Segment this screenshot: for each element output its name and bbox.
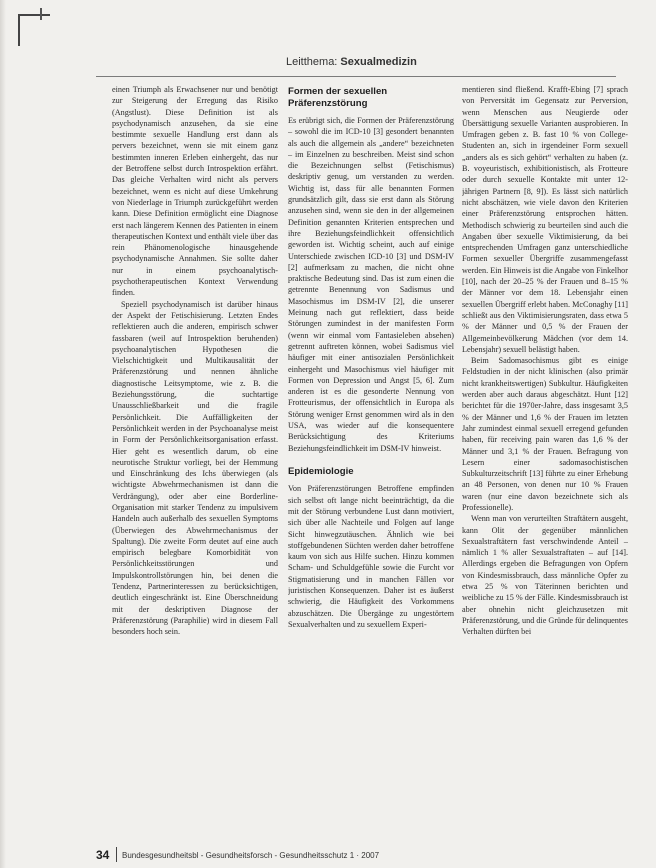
text-column-3 (462, 84, 628, 839)
paragraph: Wenn man von verurteilten Straftätern ausgeht, kann Olit der gegenüber männlichen Sexualstraftätern fast verschwindende Anteil – nämlich 1 % aller Sexualstraftaten – auf [14]. Allerdings ergeben die Befragungen von Opfern von Kindesmissbrauch, dass männliche Opfer zu etwa 25 % von Täterinnen berichten und weibliche zu 15 % der Fälle. Kindesmissbrauch ist aber ohnehin nicht gleichzusetzen mit Präferenzstörung, und die Gründe für delinquentes Verhalten dürften bei (462, 514, 628, 637)
section-heading-epidemiology: Epidemiologie (288, 465, 354, 477)
crop-mark (18, 14, 50, 46)
paragraph: mentieren sind fließend. Krafft-Ebing [7] sprach von Perversität im Gegensatz zur Perversion, wenn Menschen aus Neugierde oder Übersättigung sexuelle Varianten ausprobieren. In Umfragen geben z. B. fast 10 % von College-Studenten an, sich in irgendeiner Form sexuell „anders als es sich gehört“ verhalten zu haben (z. B. voyeuristisch, exhibitionistisch, als Frotteure oder durch sexuelle Kontakte mit unter 12-jährigen Partnern [8, 9]). Es lässt sich natürlich nicht abschätzen, wie viele davon den Kriterien einer Präferenzstörung entsprochen hätten. Methodisch schwierig zu beurteilen sind auch die Angaben über sexuelle Viktimisierung, da bei entsprechenden Umfragen ganz unterschiedliche Formen sexueller Übergriffe zusammengefasst werden. Ein Hinweis ist die Angabe von Finkelhor [10], nach der 20–25 % der Frauen und 8–15 % der Männer vor dem 18. Lebensjahr einen sexuellen Übergriff erlebt haben. McConaghy [11] schließt aus den Viktimisierungsraten, dass etwa 5 % der Männer und 0,5 % der Frauen der Allgemeinbevölkerung Mädchen (vor dem 14. Lebensjahr) sexuell belästigt haben. (462, 85, 628, 354)
journal-citation: Bundesgesundheitsbl - Gesundheitsforsch - Gesundheitsschutz 1 · 2007 (122, 851, 380, 860)
section-heading-forms: Formen der sexuellen Präferenzstörung (288, 86, 388, 109)
crop-tick (40, 8, 42, 20)
text-column-1 (112, 84, 278, 724)
paragraph: Von Präferenzstörungen Betroffene empfinden sich selbst oft lange nicht beeinträchtigt, da die mit der Störung verbundene Lust dann motiviert, sich über alle Nachteile und Folgen auf lange Sicht hinwegzutäuschen. Ähnlich wie bei stoffgebundenen Süchten werden daher betroffene kaum von sich aus Hilfe suchen. Hinzu kommen Scham- und Schuldgefühle sowie die Furcht vor Stigmatisierung und in manchen Fällen vor juristischen Konsequenzen. Daher ist es äußerst schwierig, die Häufigkeit des Vorkommens abzuschätzen. Die Übergänge zu ungestörtem Sexualverhalten und zu sexuellem Experi- (288, 484, 454, 629)
page-number: 34 (96, 848, 110, 862)
paragraph: einen Triumph als Erwachsener nur und benötigt zur Steigerung der Erregung das Risiko (Angstlust). Diese Definition ist als psychodynamisch anzusehen, da sie eine bestimmte sexuelle Handlung erst dann als pervers bezeichnet, wenn sie mit einem ganz bestimmten inneren Erleben einhergeht, das nur der Betroffene selbst durch Introspektion erfährt. Das gleiche Verhalten wird nicht als pervers bezeichnet, wenn es nicht auf diese Umkehrung von Niederlage in Triumph zurückgeführt werden kann. Diese Definition ermöglicht eine Diagnose erst nach längerem Kennen des Patienten in einem therapeutischen Kontext und enthält viele über das rein Phänomenologische hinausgehende psychodynamische Annahmen. Sie sollte daher nur in einem psychoanalytisch-psychotherapeutischen Kontext Verwendung finden. (112, 85, 278, 298)
footer-divider (116, 847, 117, 862)
paragraph: Es erübrigt sich, die Formen der Präferenzstörung – sowohl die im ICD-10 [3] gesondert benannten als auch die allgemein als „andere“ bezeichneten – im Einzelnen zu beschreiben. Meist sind schon die Bezeichnungen selbst (Fetischismus) deskriptiv genug, um verstanden zu werden. Wichtig ist, dass für alle benannten Formen grundsätzlich gilt, dass sie erst dann als Störung anzusehen sind, wenn sie den in der allgemeinen Definition genannten Kriterien entsprechen und ihre Beziehungsfeindlichkeit offensichtlich geworden ist. Wichtig scheint, auch auf einige Unterschiede zwischen ICD-10 [3] und DSM-IV [2] aufmerksam zu machen, die nicht ohne praktische Bedeutung sind. Das ist zum einen die getrennte Benennung von Sadismus und Masochismus im DSM-IV [2], die unserer Meinung nach gut reflektiert, dass beide Störungen zumindest in der manifesten Form (wenn wir einmal vom Fantasieleben absehen) getrennt auftreten können, wobei Sadismus viel häufiger mit einer antisozialen Persönlichkeit einhergeht und Masochismus viel häufiger mit Formen von Depression und Angst [5, 6]. Zum anderen ist es die gesonderte Nennung von Frotteurismus, der offensichtlich in Europa als Störung weniger Ernst genommen wird als in den USA, was wieder auf die konsequentere Berücksichtigung des Kriteriums Beziehungsfeindlichkeit im DSM-IV hinweist. (288, 116, 454, 453)
text-column-2 (288, 84, 454, 784)
header-prefix: Leitthema: (286, 56, 341, 68)
page-footer (96, 848, 616, 865)
scan-edge (0, 0, 6, 868)
header-label (286, 56, 417, 68)
header-topic: Sexualmedizin (340, 56, 417, 68)
paragraph: Beim Sadomasochismus gibt es einige Feldstudien in der nicht klinischen (also primär nicht krankheitswertigen) Subkultur. Häufigkeiten werden aber auch daraus abgeschätzt. Hunt [12] berichtet für die 1970er-Jahre, dass insgesamt 3,5 % der Männer und 1,6 % der Frauen im letzten Jahr zumindest einmal sexuell erregend gefunden haben, für receiving pain waren das 1,6 % der Männer und 3,1 % der Frauen. Befragung von Lesern einer sadomasochistischen Subkulturzeitschrift [13] führte zu einer Erhebung an 48 Personen, von denen nur 10 % Frauen waren (nur eine davon bezeichnete sich als Professionelle). (462, 356, 628, 512)
running-header (96, 50, 616, 77)
paragraph: Speziell psychodynamisch ist darüber hinaus der Aspekt der Fetischisierung. Letzten Endes reflektieren auch die anderen, empirisch schwer fassbaren (weil auf Introspektion beruhenden) psychoanalytischen Hypothesen die Vielschichtigkeit und Multikausalität der Präferenzstörung und nennen ähnliche diagnostische Leitsymptome, wie z. B. die Beziehungsstörung, die suchtartige Unausschließbarkeit und die fragile Persönlichkeit. Die Auffälligkeiten der Persönlichkeit werden in der Psychoanalyse meist in Form der Persönlichkeitsorganisation erfasst. Hier geht es wesentlich darum, ob eine neurotische Struktur vorliegt, bei der Hemmung und Einschränkung des Ichs überwiegen (als wichtigste Abwehrmechanismen ist dann die Verdrängung), oder aber eine Borderline-Organisation mit starker Tendenz zu impulsivem Handeln auch außerhalb des sexuellen Symptoms (Überwiegen des Abwehrmechanismus der Spaltung). Die zweite Form deutet auf eine auch empirisch belegbare Komorbidität von Persönlichkeitsstörungen und Impulskontrollstörungen hin, bei denen die Tendenz, Partnerinteressen zu berücksichtigen, deutlich eingeschränkt ist. Eine Überschneidung mit der deskriptiven Diagnose der Präferenzstörung (Paraphilie) wird in diesem Fall besonders hoch sein. (112, 299, 278, 637)
